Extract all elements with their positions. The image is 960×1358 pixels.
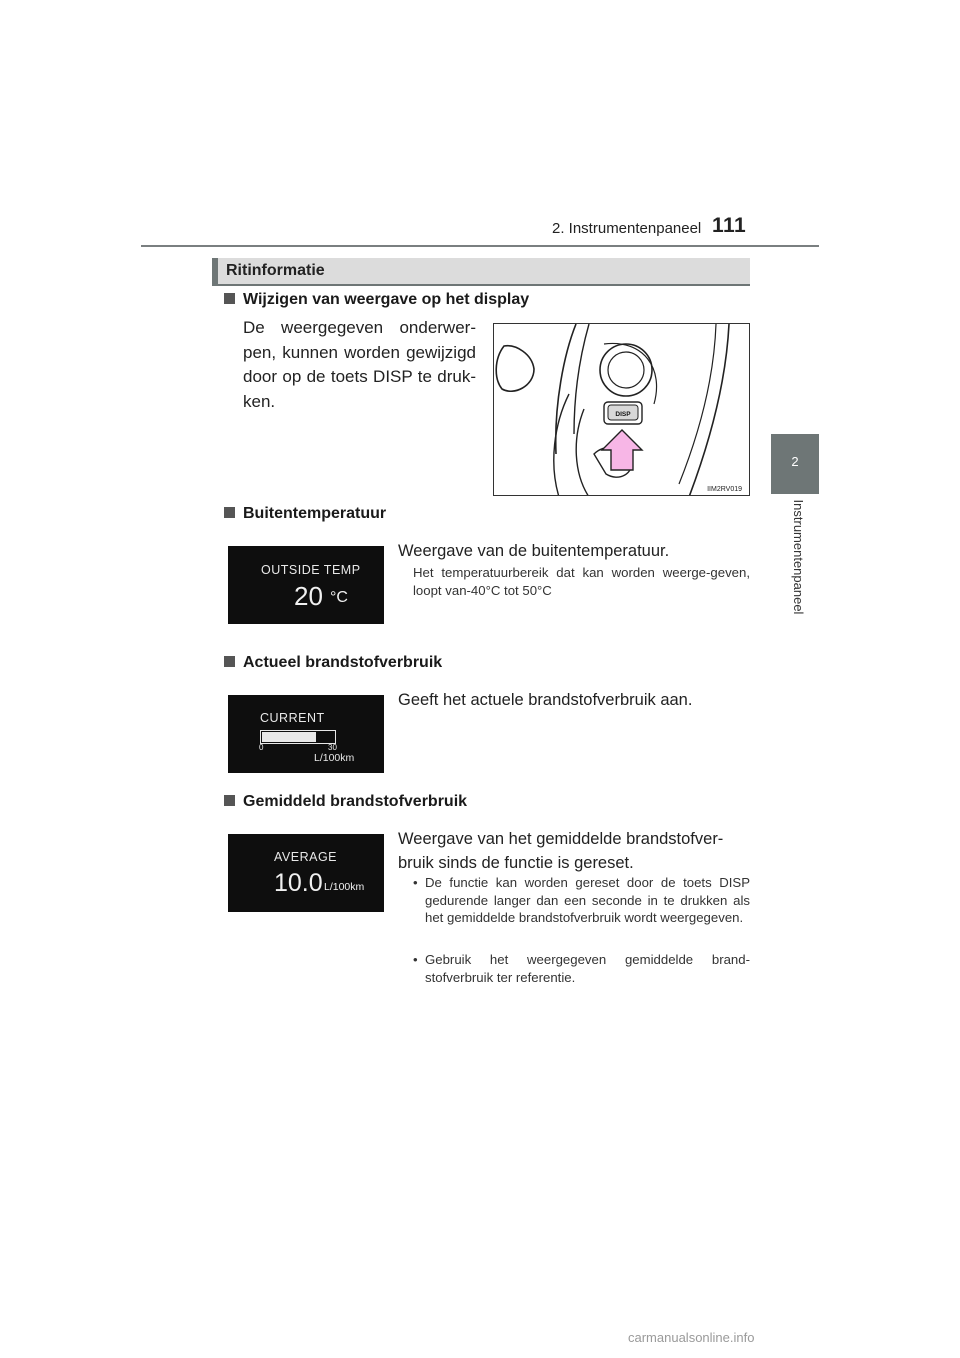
- bullet-dot-icon: •: [413, 875, 418, 890]
- disp-button-label: DISP: [615, 411, 631, 418]
- bullet-dot-icon: •: [413, 952, 418, 967]
- average-screen-label: AVERAGE: [274, 850, 338, 864]
- outside-temp-note: Het temperatuurbereik dat kan worden weerge-geven, loopt van-40°C tot 50°C: [413, 565, 750, 598]
- subheading-text: Gemiddeld brandstofverbruik: [243, 793, 468, 810]
- average-bullet-text: Gebruik het weergegeven gemiddelde brand-stofverbruik ter referentie.: [425, 952, 750, 985]
- average-bullet-text: De functie kan worden gereset door de toets DISP gedurende langer dan een seconde in te drukken als het gemiddelde brandstofverbruik wordt weergegeven.: [425, 875, 750, 925]
- subheading-text: Wijzigen van weergave op het display: [243, 291, 530, 308]
- square-bullet-icon: [224, 293, 235, 304]
- average-screen-value: 10.0: [274, 869, 323, 897]
- section-title: Ritinformatie: [226, 262, 325, 279]
- current-bar-fill: [262, 732, 316, 742]
- current-consumption-description: Geeft het actuele brandstofverbruik aan.: [398, 691, 693, 709]
- average-consumption-screen: [228, 834, 384, 912]
- current-bar-frame: [260, 730, 336, 744]
- subheading-average-consumption: [224, 793, 467, 811]
- header-section-label: 2. Instrumentenpaneel: [552, 220, 702, 237]
- subheading-text: Actueel brandstofverbruik: [243, 654, 443, 671]
- average-bullet-item: [413, 951, 750, 986]
- chapter-tab-number: 2: [791, 454, 799, 469]
- outside-temp-description: Weergave van de buitentemperatuur.: [398, 542, 670, 560]
- current-scale-min: 0: [259, 743, 264, 752]
- header-rule: [141, 245, 819, 247]
- section-banner: [212, 258, 750, 286]
- chapter-tab-label: Instrumentenpaneel: [791, 499, 806, 615]
- outside-temp-screen-value: 20: [294, 581, 323, 611]
- display-change-text: De weergegeven onderwer-pen, kunnen worden gewijzigd door op de toets DISP te druk-ken.: [243, 318, 476, 411]
- current-screen-label: CURRENT: [260, 711, 325, 725]
- subheading-current-consumption: [224, 654, 442, 672]
- subheading-text: Buitentemperatuur: [243, 505, 387, 522]
- average-screen-unit: L/100km: [324, 881, 365, 893]
- outside-temp-screen-label: OUTSIDE TEMP: [261, 563, 361, 577]
- steering-wheel-disp-drawing: [494, 324, 750, 496]
- section-banner-bar: [212, 258, 218, 286]
- subheading-outside-temp: [224, 505, 386, 523]
- watermark: carmanualsonline.info: [628, 1330, 755, 1345]
- outside-temp-screen-unit: °C: [330, 589, 348, 606]
- steering-switch-illustration: [493, 323, 750, 496]
- average-consumption-description: Weergave van het gemiddelde brandstofver-bruik sinds de functie is gereset.: [398, 830, 724, 872]
- average-bullet-item: [413, 874, 750, 927]
- current-scale-max: 30: [328, 743, 337, 752]
- square-bullet-icon: [224, 795, 235, 806]
- current-consumption-screen: [228, 695, 384, 773]
- square-bullet-icon: [224, 507, 235, 518]
- page-number: 111: [712, 214, 747, 237]
- subheading-display-change: [224, 291, 529, 309]
- outside-temp-screen: [228, 546, 384, 624]
- current-screen-unit: L/100km: [314, 752, 355, 764]
- square-bullet-icon: [224, 656, 235, 667]
- image-code: IIM2RV019: [707, 486, 742, 493]
